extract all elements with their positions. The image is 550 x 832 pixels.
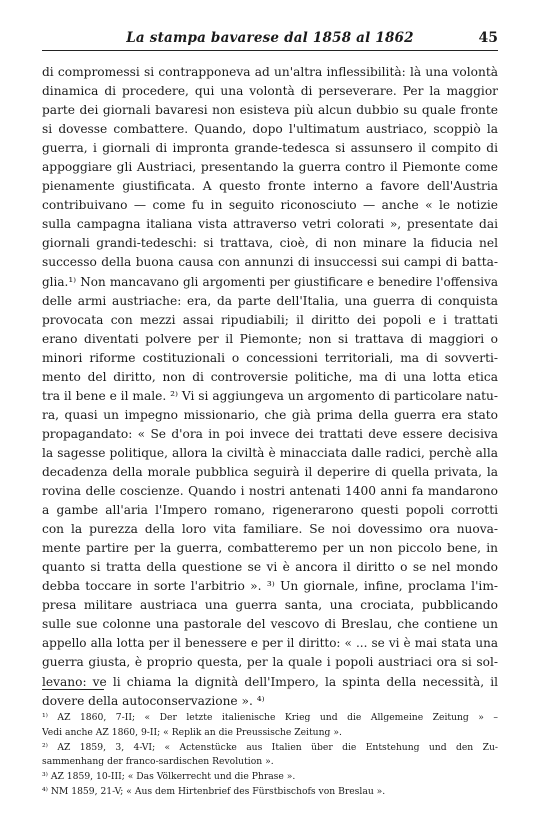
text-line: sulla campagna italiana vista attraverso vetri colorati », presentate dai [42, 217, 498, 232]
footnote-line: ⁴⁾ NM 1859, 21-V; « Aus dem Hirtenbrief des Fürstbischofs von Breslau ». [42, 785, 386, 797]
text-line: parte dei giornali bavaresi non esisteva più alcun dubbio su quale fronte [42, 103, 498, 118]
footnote-line: sammenhang der franco-sardischen Revolution ». [42, 756, 274, 768]
footnotes [42, 711, 498, 800]
text-line: erano diventati polvere per il Piemonte; non si trattava di maggiori o [42, 331, 498, 346]
text-line: tra il bene e il male. ²⁾ Vi si aggiungeva un argomento di particolare natu- [42, 388, 498, 403]
text-line: presa militare austriaca una guerra santa, una crociata, pubblicando [42, 598, 498, 613]
text-line: di compromessi si contrapponeva ad un'altra inflessibilità: là una volontà [42, 65, 498, 79]
text-line: propagandato: « Se d'ora in poi invece dei trattati deve essere decisiva [42, 426, 498, 441]
text-line: la sagesse politique, allora la civiltà è minacciata dalle radici, perchè alla [42, 445, 498, 460]
text-line: provocata con mezzi assai ripudiabili; il diritto dei popoli e i trattati [42, 312, 498, 327]
header-rule [42, 50, 498, 51]
text-line: appoggiare gli Austriaci, presentando la guerra contro il Piemonte come [42, 160, 498, 175]
text-line: mente partire per la guerra, combatteremo per un non piccolo bene, in [42, 541, 498, 556]
footnote-line: ¹⁾ AZ 1860, 7-II; « Der letzte italienische Krieg und die Allgemeine Zeitung » – [42, 712, 498, 723]
text-line: dinamica di procedere, qui una volontà di perseverare. Per la maggior [42, 84, 498, 99]
text-line: quanto si tratta della questione se vi è ancora il diritto o se nel mondo [42, 560, 498, 575]
text-line: giornali grandi-tedeschi: si trattava, cioè, di non minare la fiducia nel [42, 236, 498, 251]
text-line: appello alla lotta per il benessere e per il diritto: « ... se vi è mai stata una [42, 636, 498, 651]
text-line: sulle sue colonne una pastorale del vescovo di Breslau, che contiene un [42, 617, 498, 632]
text-line: con la purezza della loro vita familiare. Se noi dovessimo ora nuova- [42, 522, 498, 537]
text-line: pienamente giustificata. A questo fronte interno a favore dell'Austria [42, 179, 498, 194]
text-line: guerra giusta, è proprio questa, per la quale i popoli austriaci ora si sol- [42, 655, 498, 670]
text-line: glia.¹⁾ Non mancavano gli argomenti per giustificare e benedire l'offensiva [42, 274, 498, 289]
text-line: decadenza della morale pubblica seguirà il deperire di quella privata, la [42, 464, 498, 479]
text-line: levano: ve li chiama la dignità dell'Impero, la spinta della necessità, il [42, 674, 498, 689]
text-line: delle armi austriache: era, da parte dell'Italia, una guerra di conquista [42, 293, 498, 308]
text-line: si dovesse combattere. Quando, dopo l'ultimatum austriaco, scoppiò la [42, 122, 498, 137]
text-line: rovina delle coscienze. Quando i nostri antenati 1400 anni fa mandarono [42, 484, 498, 499]
text-line: guerra, i giornali di impronta grande-tedesca si assunsero il compito di [42, 141, 498, 156]
running-title: La stampa bavarese dal 1858 al 1862 [126, 30, 414, 46]
text-line: minori riforme costituzionali o concessioni territoriali, ma di sovverti- [42, 350, 498, 365]
text-line: a gambe all'aria l'Impero romano, rigenerarono questi popoli corrotti [42, 503, 498, 518]
text-line: mento del diritto, non di controversie politiche, ma di una lotta etica [42, 369, 498, 384]
footnote-line: ²⁾ AZ 1859, 3, 4-VI; « Actenstücke aus Italien über die Entstehung und den Zu- [42, 741, 498, 753]
footnote-line: ³⁾ AZ 1859, 10-III; « Das Völkerrecht und die Phrase ». [42, 771, 296, 783]
body-text [42, 63, 498, 711]
text-line: contribuivano — come fu in seguito riconosciuto — anche « le notizie [42, 198, 498, 213]
footnote-rule [42, 689, 104, 690]
text-line: successo della buona causa con annunzi di insuccessi sui campi di batta- [42, 255, 498, 270]
text-line: dovere della autoconservazione ». ⁴⁾ [42, 693, 265, 708]
running-header [42, 30, 498, 50]
footnote-line: Vedi anche AZ 1860, 9-II; « Replik an die Preussische Zeitung ». [42, 726, 342, 738]
text-line: debba toccare in sorte l'arbitrio ». ³⁾ Un giornale, infine, proclama l'im- [42, 579, 498, 594]
page-number: 45 [478, 30, 498, 46]
text-line: ra, quasi un impegno missionario, che già prima della guerra era stato [42, 407, 498, 422]
